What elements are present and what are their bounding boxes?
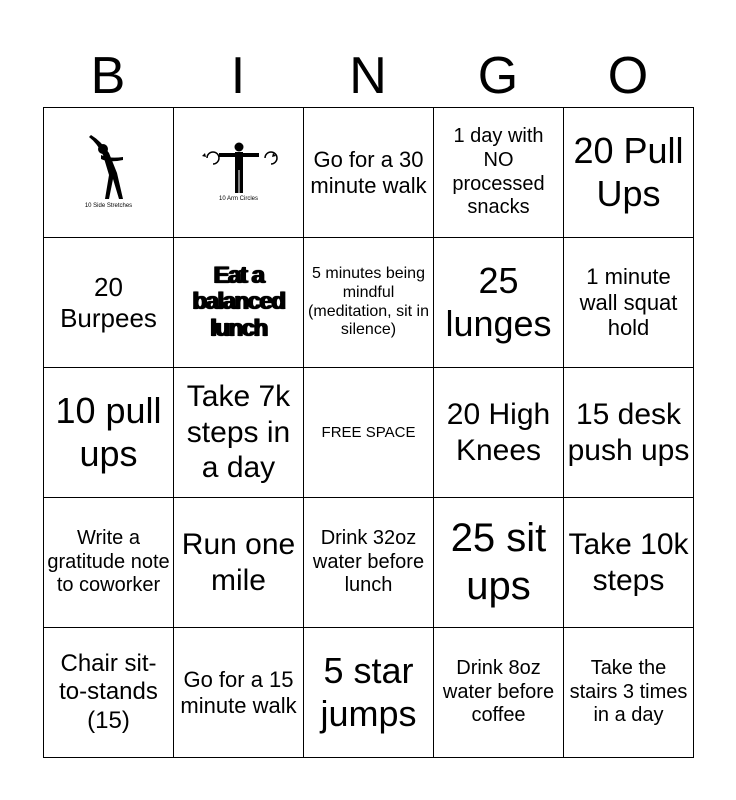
bingo-header xyxy=(43,46,693,106)
bingo-cell[interactable]: Write a gratitude note to coworker xyxy=(44,498,174,628)
bingo-cell-free-space[interactable]: FREE SPACE xyxy=(304,368,434,498)
bingo-row xyxy=(44,238,694,368)
cell-caption: 10 Arm Circles xyxy=(218,195,258,202)
bingo-cell[interactable]: 5 star jumps xyxy=(304,628,434,758)
cell-text: Eat a balanced lunch xyxy=(192,261,285,342)
bingo-cell[interactable]: 10 pull ups xyxy=(44,368,174,498)
side-stretch-figure-icon xyxy=(79,135,139,201)
header-letter-i: I xyxy=(230,47,246,105)
bingo-grid xyxy=(43,107,694,758)
bingo-cell-side-stretches[interactable] xyxy=(44,108,174,238)
bingo-cell[interactable]: 5 minutes being mindful (meditation, sit in silence) xyxy=(304,238,434,368)
bingo-row xyxy=(44,108,694,238)
bingo-cell[interactable]: Take 7k steps in a day xyxy=(174,368,304,498)
bingo-cell[interactable]: Run one mile xyxy=(174,498,304,628)
bingo-cell[interactable]: Chair sit-to-stands (15) xyxy=(44,628,174,758)
arm-circles-figure-icon xyxy=(199,142,279,194)
bingo-cell[interactable]: Drink 8oz water before coffee xyxy=(434,628,564,758)
bingo-row xyxy=(44,498,694,628)
bingo-cell[interactable]: Drink 32oz water before lunch xyxy=(304,498,434,628)
bingo-cell[interactable]: Go for a 15 minute walk xyxy=(174,628,304,758)
bingo-cell[interactable]: 20 High Knees xyxy=(434,368,564,498)
bingo-cell[interactable]: 1 minute wall squat hold xyxy=(564,238,694,368)
bingo-cell[interactable]: 20 Burpees xyxy=(44,238,174,368)
bingo-cell[interactable] xyxy=(174,238,304,368)
bingo-cell[interactable]: 20 Pull Ups xyxy=(564,108,694,238)
bingo-cell[interactable]: Take the stairs 3 times in a day xyxy=(564,628,694,758)
bingo-cell[interactable]: 25 lunges xyxy=(434,238,564,368)
bingo-cell-arm-circles[interactable] xyxy=(174,108,304,238)
cell-caption: 10 Side Stretches xyxy=(84,202,133,209)
bingo-cell[interactable]: Go for a 30 minute walk xyxy=(304,108,434,238)
header-letter-b: B xyxy=(90,47,126,105)
header-letter-g: G xyxy=(477,47,519,105)
bingo-row xyxy=(44,628,694,758)
header-letter-o: O xyxy=(607,47,649,105)
bingo-cell[interactable]: 15 desk push ups xyxy=(564,368,694,498)
bingo-cell[interactable]: 1 day with NO processed snacks xyxy=(434,108,564,238)
bingo-cell[interactable]: 25 sit ups xyxy=(434,498,564,628)
bingo-cell[interactable]: Take 10k steps xyxy=(564,498,694,628)
bingo-row xyxy=(44,368,694,498)
header-letter-n: N xyxy=(349,47,387,105)
